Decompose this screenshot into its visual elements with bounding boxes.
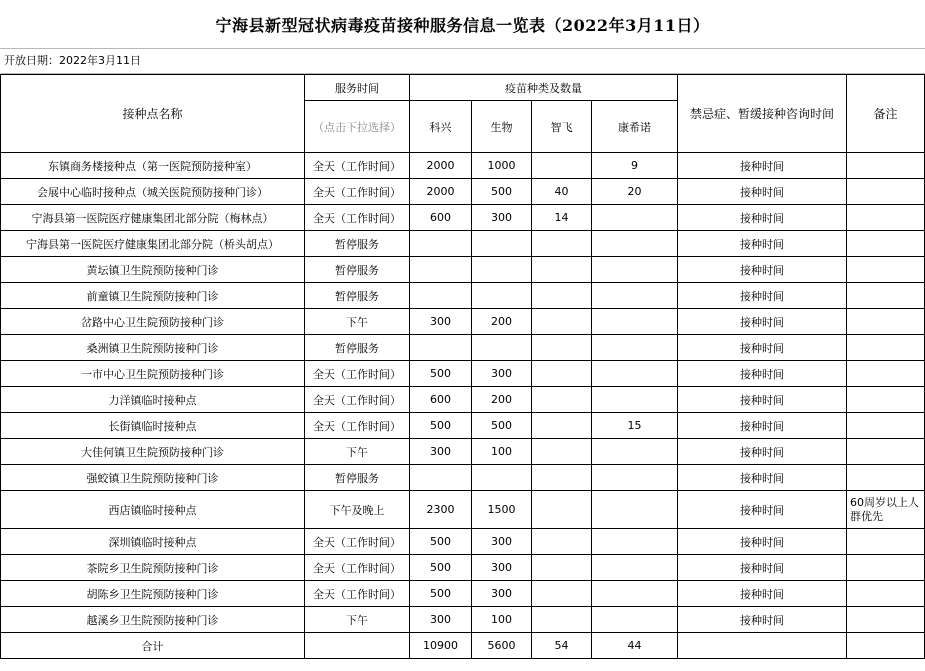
total-kexing: 10900 bbox=[410, 633, 472, 659]
zhifei-cell: 40 bbox=[532, 179, 592, 205]
contraindication-cell: 接种时间 bbox=[678, 529, 847, 555]
table-row bbox=[1, 465, 925, 491]
note-cell bbox=[847, 283, 925, 309]
contraindication-cell: 接种时间 bbox=[678, 491, 847, 529]
table-row bbox=[1, 607, 925, 633]
kexing-cell: 2300 bbox=[410, 491, 472, 529]
kexing-cell: 300 bbox=[410, 439, 472, 465]
kangxinuo-cell bbox=[592, 581, 678, 607]
zhifei-cell bbox=[532, 529, 592, 555]
service-time-cell[interactable]: 下午 bbox=[305, 439, 410, 465]
page-title: 宁海县新型冠状病毒疫苗接种服务信息一览表（2022年3月11日） bbox=[215, 15, 710, 35]
table-row bbox=[1, 581, 925, 607]
table-row bbox=[1, 309, 925, 335]
contraindication-cell: 接种时间 bbox=[678, 205, 847, 231]
contraindication-cell: 接种时间 bbox=[678, 257, 847, 283]
kangxinuo-cell bbox=[592, 387, 678, 413]
note-cell bbox=[847, 387, 925, 413]
note-cell bbox=[847, 231, 925, 257]
total-note bbox=[847, 633, 925, 659]
kexing-cell: 500 bbox=[410, 413, 472, 439]
zhifei-cell: 14 bbox=[532, 205, 592, 231]
kangxinuo-cell bbox=[592, 555, 678, 581]
kexing-cell bbox=[410, 335, 472, 361]
zhifei-cell bbox=[532, 309, 592, 335]
note-cell bbox=[847, 257, 925, 283]
site-cell: 越溪乡卫生院预防接种门诊 bbox=[1, 607, 305, 633]
note-cell bbox=[847, 205, 925, 231]
contraindication-cell: 接种时间 bbox=[678, 283, 847, 309]
table-row bbox=[1, 387, 925, 413]
header-kexing: 科兴 bbox=[410, 101, 472, 153]
kangxinuo-cell: 9 bbox=[592, 153, 678, 179]
header-zhifei: 智飞 bbox=[532, 101, 592, 153]
note-cell bbox=[847, 335, 925, 361]
shengwu-cell: 300 bbox=[472, 205, 532, 231]
table-row bbox=[1, 439, 925, 465]
zhifei-cell bbox=[532, 231, 592, 257]
site-cell: 大佳何镇卫生院预防接种门诊 bbox=[1, 439, 305, 465]
service-time-cell[interactable]: 暂停服务 bbox=[305, 231, 410, 257]
contraindication-cell: 接种时间 bbox=[678, 335, 847, 361]
contraindication-cell: 接种时间 bbox=[678, 387, 847, 413]
shengwu-cell bbox=[472, 231, 532, 257]
kangxinuo-cell bbox=[592, 529, 678, 555]
site-cell: 宁海县第一医院医疗健康集团北部分院（桥头胡点） bbox=[1, 231, 305, 257]
vaccination-table bbox=[0, 74, 925, 659]
zhifei-cell bbox=[532, 153, 592, 179]
site-cell: 桑洲镇卫生院预防接种门诊 bbox=[1, 335, 305, 361]
kexing-cell: 500 bbox=[410, 581, 472, 607]
note-cell bbox=[847, 465, 925, 491]
table-row bbox=[1, 179, 925, 205]
contraindication-cell: 接种时间 bbox=[678, 231, 847, 257]
site-cell: 长街镇临时接种点 bbox=[1, 413, 305, 439]
note-cell bbox=[847, 413, 925, 439]
contraindication-cell: 接种时间 bbox=[678, 465, 847, 491]
service-time-cell[interactable]: 全天（工作时间） bbox=[305, 529, 410, 555]
zhifei-cell bbox=[532, 581, 592, 607]
zhifei-cell bbox=[532, 283, 592, 309]
contraindication-cell: 接种时间 bbox=[678, 179, 847, 205]
note-cell bbox=[847, 179, 925, 205]
total-zhifei: 54 bbox=[532, 633, 592, 659]
shengwu-cell: 1000 bbox=[472, 153, 532, 179]
shengwu-cell: 500 bbox=[472, 413, 532, 439]
kexing-cell: 600 bbox=[410, 387, 472, 413]
site-cell: 前童镇卫生院预防接种门诊 bbox=[1, 283, 305, 309]
zhifei-cell bbox=[532, 439, 592, 465]
zhifei-cell bbox=[532, 257, 592, 283]
zhifei-cell bbox=[532, 607, 592, 633]
table-row bbox=[1, 529, 925, 555]
table-row bbox=[1, 153, 925, 179]
contraindication-cell: 接种时间 bbox=[678, 607, 847, 633]
table-row bbox=[1, 231, 925, 257]
zhifei-cell bbox=[532, 555, 592, 581]
kexing-cell: 300 bbox=[410, 309, 472, 335]
contraindication-cell: 接种时间 bbox=[678, 581, 847, 607]
zhifei-cell bbox=[532, 413, 592, 439]
shengwu-cell: 1500 bbox=[472, 491, 532, 529]
note-cell bbox=[847, 581, 925, 607]
table-body bbox=[1, 153, 925, 633]
table-row bbox=[1, 335, 925, 361]
kangxinuo-cell bbox=[592, 205, 678, 231]
note-cell: 60周岁以上人群优先 bbox=[847, 491, 925, 529]
service-time-cell[interactable]: 暂停服务 bbox=[305, 465, 410, 491]
service-time-cell[interactable]: 全天（工作时间） bbox=[305, 205, 410, 231]
kangxinuo-cell bbox=[592, 607, 678, 633]
zhifei-cell bbox=[532, 335, 592, 361]
table-row bbox=[1, 205, 925, 231]
header-service-time: 服务时间 bbox=[305, 75, 410, 101]
service-time-cell[interactable]: 全天（工作时间） bbox=[305, 555, 410, 581]
header-note: 备注 bbox=[847, 75, 925, 153]
site-cell: 会展中心临时接种点（城关医院预防接种门诊） bbox=[1, 179, 305, 205]
contraindication-cell: 接种时间 bbox=[678, 153, 847, 179]
kexing-cell bbox=[410, 465, 472, 491]
header-vaccine-group: 疫苗种类及数量 bbox=[410, 75, 678, 101]
shengwu-cell: 300 bbox=[472, 555, 532, 581]
note-cell bbox=[847, 555, 925, 581]
note-cell bbox=[847, 309, 925, 335]
kexing-cell: 500 bbox=[410, 361, 472, 387]
kangxinuo-cell bbox=[592, 257, 678, 283]
site-cell: 岔路中心卫生院预防接种门诊 bbox=[1, 309, 305, 335]
site-cell: 一市中心卫生院预防接种门诊 bbox=[1, 361, 305, 387]
kangxinuo-cell bbox=[592, 439, 678, 465]
zhifei-cell bbox=[532, 361, 592, 387]
total-time bbox=[305, 633, 410, 659]
kangxinuo-cell bbox=[592, 361, 678, 387]
shengwu-cell bbox=[472, 335, 532, 361]
total-shengwu: 5600 bbox=[472, 633, 532, 659]
kexing-cell bbox=[410, 257, 472, 283]
contraindication-cell: 接种时间 bbox=[678, 413, 847, 439]
shengwu-cell: 100 bbox=[472, 607, 532, 633]
shengwu-cell: 200 bbox=[472, 309, 532, 335]
contraindication-cell: 接种时间 bbox=[678, 439, 847, 465]
site-cell: 深圳镇临时接种点 bbox=[1, 529, 305, 555]
zhifei-cell bbox=[532, 387, 592, 413]
shengwu-cell: 300 bbox=[472, 529, 532, 555]
site-cell: 黄坛镇卫生院预防接种门诊 bbox=[1, 257, 305, 283]
kexing-cell: 500 bbox=[410, 555, 472, 581]
shengwu-cell bbox=[472, 257, 532, 283]
shengwu-cell: 300 bbox=[472, 361, 532, 387]
service-time-cell[interactable]: 全天（工作时间） bbox=[305, 361, 410, 387]
total-kangxinuo: 44 bbox=[592, 633, 678, 659]
note-cell bbox=[847, 153, 925, 179]
shengwu-cell: 100 bbox=[472, 439, 532, 465]
site-cell: 胡陈乡卫生院预防接种门诊 bbox=[1, 581, 305, 607]
site-cell: 茶院乡卫生院预防接种门诊 bbox=[1, 555, 305, 581]
total-label: 合计 bbox=[1, 633, 305, 659]
service-time-cell[interactable]: 全天（工作时间） bbox=[305, 153, 410, 179]
service-time-cell[interactable]: 全天（工作时间） bbox=[305, 179, 410, 205]
table-row bbox=[1, 555, 925, 581]
total-row bbox=[1, 633, 925, 659]
shengwu-cell: 300 bbox=[472, 581, 532, 607]
service-time-cell[interactable]: 暂停服务 bbox=[305, 257, 410, 283]
kexing-cell: 2000 bbox=[410, 153, 472, 179]
kangxinuo-cell bbox=[592, 465, 678, 491]
note-cell bbox=[847, 439, 925, 465]
zhifei-cell bbox=[532, 465, 592, 491]
table-row bbox=[1, 491, 925, 529]
note-cell bbox=[847, 529, 925, 555]
kangxinuo-cell: 20 bbox=[592, 179, 678, 205]
kexing-cell: 600 bbox=[410, 205, 472, 231]
table-row bbox=[1, 283, 925, 309]
site-cell: 力洋镇临时接种点 bbox=[1, 387, 305, 413]
shengwu-cell bbox=[472, 465, 532, 491]
open-date: 开放日期：2022年3月11日 bbox=[0, 49, 925, 74]
zhifei-cell bbox=[532, 491, 592, 529]
total-contra bbox=[678, 633, 847, 659]
note-cell bbox=[847, 607, 925, 633]
kangxinuo-cell: 15 bbox=[592, 413, 678, 439]
kexing-cell: 500 bbox=[410, 529, 472, 555]
title-bar bbox=[0, 0, 925, 49]
table-row bbox=[1, 361, 925, 387]
service-time-cell[interactable]: 下午及晚上 bbox=[305, 491, 410, 529]
contraindication-cell: 接种时间 bbox=[678, 361, 847, 387]
service-time-cell[interactable]: 全天（工作时间） bbox=[305, 581, 410, 607]
kangxinuo-cell bbox=[592, 335, 678, 361]
kangxinuo-cell bbox=[592, 283, 678, 309]
service-time-cell[interactable]: 全天（工作时间） bbox=[305, 413, 410, 439]
kexing-cell bbox=[410, 231, 472, 257]
kangxinuo-cell bbox=[592, 231, 678, 257]
kangxinuo-cell bbox=[592, 309, 678, 335]
site-cell: 西店镇临时接种点 bbox=[1, 491, 305, 529]
service-time-cell[interactable]: 下午 bbox=[305, 309, 410, 335]
header-row-1 bbox=[1, 75, 925, 101]
kangxinuo-cell bbox=[592, 491, 678, 529]
service-time-cell[interactable]: 暂停服务 bbox=[305, 335, 410, 361]
shengwu-cell bbox=[472, 283, 532, 309]
contraindication-cell: 接种时间 bbox=[678, 555, 847, 581]
shengwu-cell: 500 bbox=[472, 179, 532, 205]
shengwu-cell: 200 bbox=[472, 387, 532, 413]
service-time-hint[interactable]: （点击下拉选择） bbox=[305, 101, 410, 153]
header-contraindication: 禁忌症、暂缓接种咨询时间 bbox=[678, 75, 847, 153]
site-cell: 宁海县第一医院医疗健康集团北部分院（梅林点） bbox=[1, 205, 305, 231]
service-time-cell[interactable]: 暂停服务 bbox=[305, 283, 410, 309]
service-time-cell[interactable]: 全天（工作时间） bbox=[305, 387, 410, 413]
kexing-cell: 300 bbox=[410, 607, 472, 633]
header-site: 接种点名称 bbox=[1, 75, 305, 153]
header-kangxinuo: 康希诺 bbox=[592, 101, 678, 153]
table-row bbox=[1, 413, 925, 439]
contraindication-cell: 接种时间 bbox=[678, 309, 847, 335]
kexing-cell: 2000 bbox=[410, 179, 472, 205]
kexing-cell bbox=[410, 283, 472, 309]
header-shengwu: 生物 bbox=[472, 101, 532, 153]
site-cell: 东镇商务楼接种点（第一医院预防接种室） bbox=[1, 153, 305, 179]
site-cell: 强蛟镇卫生院预防接种门诊 bbox=[1, 465, 305, 491]
table-row bbox=[1, 257, 925, 283]
note-cell bbox=[847, 361, 925, 387]
service-time-cell[interactable]: 下午 bbox=[305, 607, 410, 633]
